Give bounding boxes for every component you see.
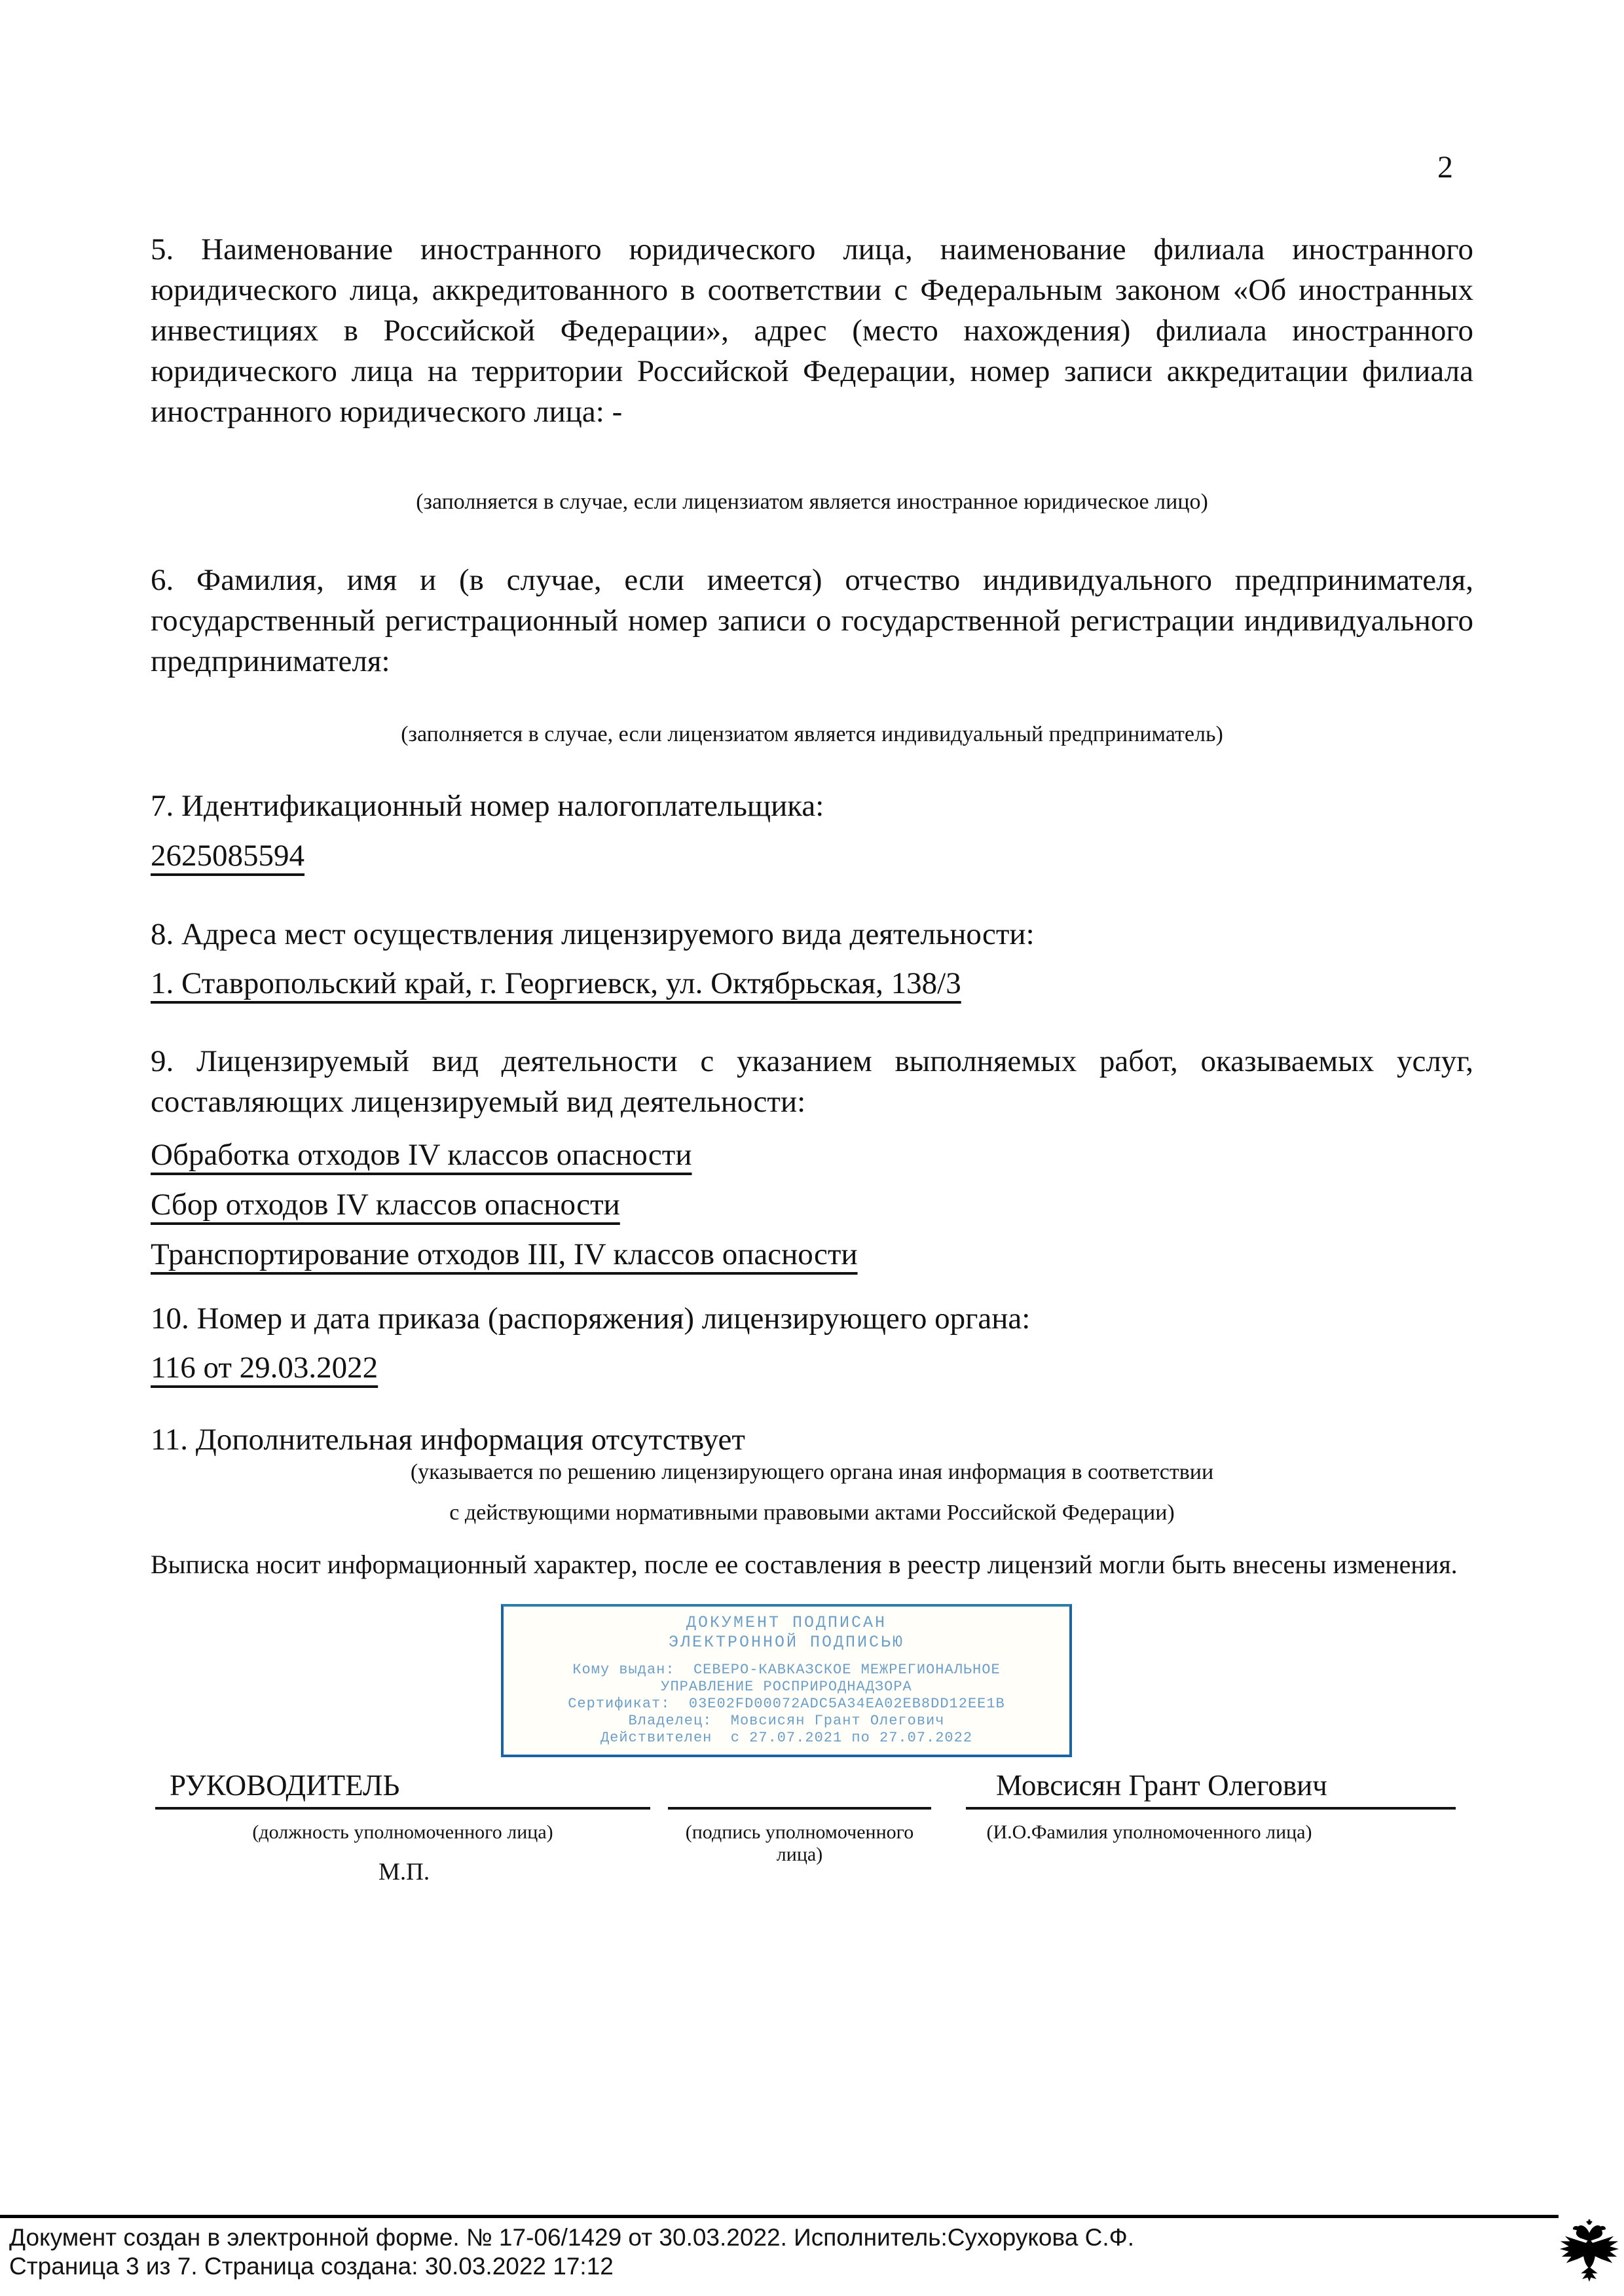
double-headed-eagle-icon [1557, 2217, 1621, 2289]
stamp-spacer [509, 1652, 1064, 1662]
stamp-validity-label: Действителен [600, 1730, 712, 1746]
section-8-value-row [151, 963, 1473, 1004]
section-8-title: 8. Адреса мест осуществления лицензируемого вида деятельности: [151, 917, 1035, 951]
activity-item: Транспортирование отходов III, IV классов опасности [151, 1237, 858, 1271]
electronic-signature-stamp [501, 1604, 1072, 1757]
section-5-note: (заполняется в случае, если лицензиатом является иностранное юридическое лицо) [416, 490, 1208, 514]
stamp-issued-value-line2: УПРАВЛЕНИЕ РОСПРИРОДНАДЗОРА [661, 1679, 912, 1695]
footer-line2: Страница 3 из 7. Страница создана: 30.03.2022 17:12 [9, 2253, 614, 2280]
stamp-owner-label: Владелец: [628, 1713, 712, 1729]
signature-position-caption: (должность уполномоченного лица) [252, 1821, 553, 1843]
signature-name-line [966, 1766, 1456, 1810]
section-6-note: (заполняется в случае, если лицензиатом является индивидуальный предприниматель) [401, 722, 1223, 746]
page-number: 2 [1437, 150, 1453, 185]
signature-sign-line [668, 1766, 931, 1810]
signature-sign-caption: (подпись уполномоченного лица) [685, 1821, 914, 1865]
section-9-values [151, 1130, 1473, 1279]
stamp-issued-label: Кому выдан: [572, 1662, 675, 1678]
stamp-owner-row [509, 1713, 1064, 1730]
activity-item: Сбор отходов IV классов опасности [151, 1188, 620, 1222]
stamp-title [509, 1613, 1064, 1652]
stamp-issued-row [509, 1662, 1064, 1679]
stamp-details [509, 1662, 1064, 1747]
stamp-title-line1: ДОКУМЕНТ ПОДПИСАН [686, 1613, 887, 1632]
section-7-title: 7. Идентификационный номер налогоплательщика: [151, 789, 824, 823]
stamp-issued-value: СЕВЕРО-КАВКАЗСКОЕ МЕЖРЕГИОНАЛЬНОЕ [693, 1662, 1001, 1678]
section-9-title: 9. Лицензируемый вид деятельности с указанием выполняемых работ, оказываемых услуг, составляющих лицензируемый вид деятельности: [151, 1044, 1473, 1119]
section-11-note-line2: с действующими нормативными правовыми актами Российской Федерации) [449, 1501, 1175, 1525]
section-11-note [151, 1452, 1473, 1533]
footer [9, 2223, 1450, 2281]
stamp-certificate-row [509, 1696, 1064, 1713]
activity-item: Обработка отходов IV классов опасности [151, 1138, 692, 1172]
inn-value: 2625085594 [151, 839, 304, 873]
signature-name: Мовсисян Грант Олегович [996, 1769, 1327, 1802]
order-number-value: 116 от 29.03.2022 [151, 1351, 378, 1385]
stamp-title-line2: ЭЛЕКТРОННОЙ ПОДПИСЬЮ [668, 1633, 905, 1652]
signature-position-line [155, 1766, 650, 1810]
signature-name-caption: (И.О.Фамилия уполномоченного лица) [986, 1821, 1312, 1843]
address-value: 1. Ставропольский край, г. Георгиевск, ул. Октябрьская, 138/3 [151, 966, 961, 1000]
stamp-certificate-value: 03E02FD00072ADC5A34EA02EB8DD12EE1B [688, 1696, 1005, 1712]
footer-divider [0, 2215, 1559, 2218]
stamp-owner-value: Мовсисян Грант Олегович [730, 1713, 945, 1729]
section-7-value-row [151, 835, 1473, 876]
section-10-title: 10. Номер и дата приказа (распоряжения) лицензирующего органа: [151, 1302, 1031, 1336]
footer-line1: Документ создан в электронной форме. № 17-06/1429 от 30.03.2022. Исполнитель:Сухорукова С.Ф. [9, 2224, 1135, 2251]
section-11-title: 11. Дополнительная информация отсутствует [151, 1423, 745, 1457]
section-6-text: 6. Фамилия, имя и (в случае, если имеется) отчество индивидуального предпринимателя, государственный регистрационный номер записи о государственной регистрации индивидуального предпринимателя: [151, 563, 1473, 678]
stamp-validity-value: с 27.07.2021 по 27.07.2022 [730, 1730, 973, 1746]
stamp-validity-row [509, 1730, 1064, 1747]
section-11-note-line1: (указывается по решению лицензирующего органа иная информация в соответствии [410, 1460, 1214, 1484]
section-10-value-row [151, 1347, 1473, 1388]
disclaimer-text: Выписка носит информационный характер, после ее составления в реестр лицензий могли быть внесены изменения. [151, 1550, 1458, 1579]
section-5-text: 5. Наименование иностранного юридического лица, наименование филиала иностранного юридического лица, аккредитованного в соответствии с Федеральным законом «Об иностранных инвестициях в Российской Федерации», адрес (место нахождения) филиала иностранного юридического лица на территории Российской Федерации, номер записи аккредитации филиала иностранного юридического лица: - [151, 232, 1473, 429]
signature-position: РУКОВОДИТЕЛЬ [170, 1769, 400, 1802]
seal-place-mark: М.П. [378, 1859, 430, 1886]
stamp-certificate-label: Сертификат: [568, 1696, 671, 1712]
